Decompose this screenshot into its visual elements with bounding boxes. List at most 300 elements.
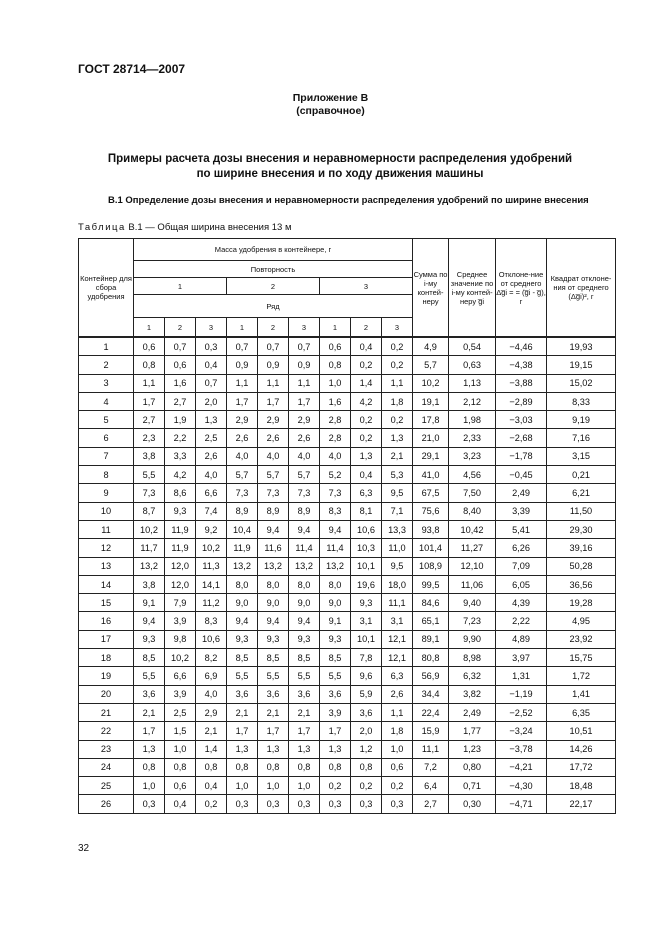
table-cell: 8,0 bbox=[289, 575, 320, 593]
col-header-mass: Масса удобрения в контейнере, г bbox=[134, 239, 413, 261]
table-cell: 2,7 bbox=[165, 392, 196, 410]
table-row bbox=[79, 612, 616, 630]
sub-row-header: 2 bbox=[258, 318, 289, 338]
table-cell: 0,3 bbox=[351, 795, 382, 813]
table-cell: 11,4 bbox=[320, 539, 351, 557]
table-cell: 14,26 bbox=[547, 740, 616, 758]
table-cell: 9,4 bbox=[289, 520, 320, 538]
table-cell: 1,41 bbox=[547, 685, 616, 703]
table-cell: 9,1 bbox=[320, 612, 351, 630]
appendix-note: (справочное) bbox=[296, 105, 365, 117]
table-cell: 7,09 bbox=[496, 557, 547, 575]
data-table bbox=[78, 238, 616, 814]
table-cell: 0,2 bbox=[320, 777, 351, 795]
table-cell: 3,9 bbox=[165, 685, 196, 703]
table-cell: 6,3 bbox=[382, 667, 413, 685]
table-cell: 2,9 bbox=[196, 703, 227, 721]
sub-row-header: 3 bbox=[289, 318, 320, 338]
table-row bbox=[79, 630, 616, 648]
table-row bbox=[79, 447, 616, 465]
table-row bbox=[79, 703, 616, 721]
section-heading: В.1 Определение дозы внесения и неравномерности распределения удобрений по ширине внесения bbox=[108, 195, 589, 206]
table-row bbox=[79, 740, 616, 758]
table-cell: 9,3 bbox=[165, 502, 196, 520]
table-cell: 19,1 bbox=[413, 392, 449, 410]
table-cell: 19,6 bbox=[351, 575, 382, 593]
sub-row-header: 1 bbox=[134, 318, 165, 338]
table-cell: 1,77 bbox=[449, 722, 496, 740]
table-cell: −3,88 bbox=[496, 374, 547, 392]
caption-text: В.1 — Общая ширина внесения 13 м bbox=[128, 222, 292, 233]
table-cell: 2,8 bbox=[320, 429, 351, 447]
table-cell: 0,8 bbox=[227, 758, 258, 776]
table-cell: 2,49 bbox=[496, 484, 547, 502]
table-cell: 6,32 bbox=[449, 667, 496, 685]
table-cell: 10,3 bbox=[351, 539, 382, 557]
table-cell: 7 bbox=[79, 447, 134, 465]
table-cell: 14,1 bbox=[196, 575, 227, 593]
table-cell: 0,3 bbox=[320, 795, 351, 813]
table-cell: −1,19 bbox=[496, 685, 547, 703]
table-cell: 0,7 bbox=[196, 374, 227, 392]
table-cell: 7,2 bbox=[413, 758, 449, 776]
table-cell: 1,1 bbox=[134, 374, 165, 392]
table-cell: 1,7 bbox=[227, 392, 258, 410]
table-cell: 1,1 bbox=[227, 374, 258, 392]
table-cell: 1,3 bbox=[382, 429, 413, 447]
table-cell: 1,3 bbox=[134, 740, 165, 758]
table-cell: 84,6 bbox=[413, 594, 449, 612]
table-cell: 2,6 bbox=[382, 685, 413, 703]
table-cell: 41,0 bbox=[413, 466, 449, 484]
table-cell: 4,0 bbox=[196, 685, 227, 703]
repeat-3: 3 bbox=[320, 278, 413, 295]
table-cell: 9,0 bbox=[320, 594, 351, 612]
table-cell: 3,9 bbox=[165, 612, 196, 630]
table-cell: 15,9 bbox=[413, 722, 449, 740]
table-cell: 7,50 bbox=[449, 484, 496, 502]
table-cell: 1,3 bbox=[289, 740, 320, 758]
table-cell: 5,7 bbox=[258, 466, 289, 484]
table-cell: 0,80 bbox=[449, 758, 496, 776]
table-cell: 24 bbox=[79, 758, 134, 776]
table-cell: 2,33 bbox=[449, 429, 496, 447]
table-cell: 0,2 bbox=[382, 356, 413, 374]
table-row bbox=[79, 520, 616, 538]
table-cell: 0,2 bbox=[351, 411, 382, 429]
table-cell: −4,21 bbox=[496, 758, 547, 776]
table-cell: 0,2 bbox=[382, 411, 413, 429]
table-cell: 5,5 bbox=[227, 667, 258, 685]
table-cell: 1,4 bbox=[351, 374, 382, 392]
table-cell: 9,3 bbox=[258, 630, 289, 648]
table-cell: 1,8 bbox=[382, 722, 413, 740]
table-cell: 7,8 bbox=[351, 649, 382, 667]
caption-prefix: Таблица bbox=[78, 222, 126, 233]
table-cell: 4,0 bbox=[196, 466, 227, 484]
repeat-2: 2 bbox=[227, 278, 320, 295]
table-cell: 11,6 bbox=[258, 539, 289, 557]
sub-row-header: 2 bbox=[351, 318, 382, 338]
table-cell: 16 bbox=[79, 612, 134, 630]
table-cell: 9,3 bbox=[320, 630, 351, 648]
table-cell: 3,6 bbox=[134, 685, 165, 703]
table-cell: 9,3 bbox=[134, 630, 165, 648]
col-header-square: Квадрат отклоне-ния от среднего (Δg̅i)², г bbox=[547, 239, 616, 338]
table-cell: 11,1 bbox=[382, 594, 413, 612]
table-cell: 0,7 bbox=[227, 337, 258, 356]
table-cell: 6,6 bbox=[165, 667, 196, 685]
table-cell: 5,5 bbox=[320, 667, 351, 685]
table-cell: 3,6 bbox=[320, 685, 351, 703]
repeat-1: 1 bbox=[134, 278, 227, 295]
col-header-container: Контейнер для сбора удобрения bbox=[79, 239, 134, 338]
table-cell: 8,5 bbox=[227, 649, 258, 667]
table-cell: 3 bbox=[79, 374, 134, 392]
table-cell: 3,6 bbox=[227, 685, 258, 703]
table-cell: 10,4 bbox=[227, 520, 258, 538]
table-cell: 1,0 bbox=[320, 374, 351, 392]
table-cell: 3,9 bbox=[320, 703, 351, 721]
table-cell: 14 bbox=[79, 575, 134, 593]
table-cell: 101,4 bbox=[413, 539, 449, 557]
table-cell: 8,1 bbox=[351, 502, 382, 520]
table-cell: 15,75 bbox=[547, 649, 616, 667]
table-cell: −4,46 bbox=[496, 337, 547, 356]
table-cell: 23 bbox=[79, 740, 134, 758]
table-cell: 0,8 bbox=[134, 758, 165, 776]
table-cell: −4,30 bbox=[496, 777, 547, 795]
table-cell: 3,3 bbox=[165, 447, 196, 465]
table-row bbox=[79, 429, 616, 447]
table-cell: 1,3 bbox=[227, 740, 258, 758]
table-cell: 5,3 bbox=[382, 466, 413, 484]
table-cell: 1,0 bbox=[289, 777, 320, 795]
table-cell: 0,6 bbox=[382, 758, 413, 776]
table-cell: 8,0 bbox=[227, 575, 258, 593]
table-cell: 4,2 bbox=[165, 466, 196, 484]
table-cell: 0,3 bbox=[227, 795, 258, 813]
table-row bbox=[79, 777, 616, 795]
table-cell: 8,98 bbox=[449, 649, 496, 667]
table-cell: 2,2 bbox=[165, 429, 196, 447]
table-cell: 0,4 bbox=[351, 337, 382, 356]
table-cell: 2,6 bbox=[289, 429, 320, 447]
table-cell: 8,6 bbox=[165, 484, 196, 502]
table-cell: 4,0 bbox=[289, 447, 320, 465]
table-cell: 8,3 bbox=[196, 612, 227, 630]
table-cell: 1,3 bbox=[196, 411, 227, 429]
table-cell: −2,89 bbox=[496, 392, 547, 410]
table-cell: 22 bbox=[79, 722, 134, 740]
table-cell: 0,9 bbox=[227, 356, 258, 374]
table-cell: 18,0 bbox=[382, 575, 413, 593]
table-cell: 29,30 bbox=[547, 520, 616, 538]
table-cell: 39,16 bbox=[547, 539, 616, 557]
table-cell: 1 bbox=[79, 337, 134, 356]
table-cell: 8,7 bbox=[134, 502, 165, 520]
table-cell: 12,0 bbox=[165, 575, 196, 593]
sub-row-header: 3 bbox=[382, 318, 413, 338]
table-cell: 19,15 bbox=[547, 356, 616, 374]
table-cell: 7,23 bbox=[449, 612, 496, 630]
table-cell: 0,2 bbox=[382, 777, 413, 795]
table-cell: 7,3 bbox=[227, 484, 258, 502]
table-cell: 17,72 bbox=[547, 758, 616, 776]
table-cell: 12,1 bbox=[382, 649, 413, 667]
table-cell: 4,89 bbox=[496, 630, 547, 648]
table-cell: 8,5 bbox=[320, 649, 351, 667]
table-cell: 8,5 bbox=[134, 649, 165, 667]
table-cell: 6,35 bbox=[547, 703, 616, 721]
table-row bbox=[79, 411, 616, 429]
table-cell: 10,2 bbox=[196, 539, 227, 557]
table-cell: 65,1 bbox=[413, 612, 449, 630]
table-cell: 8,3 bbox=[320, 502, 351, 520]
table-cell: 1,23 bbox=[449, 740, 496, 758]
table-cell: 13 bbox=[79, 557, 134, 575]
table-cell: 1,7 bbox=[320, 722, 351, 740]
table-cell: 10,51 bbox=[547, 722, 616, 740]
table-cell: 4,56 bbox=[449, 466, 496, 484]
document-header: ГОСТ 28714—2007 bbox=[78, 62, 186, 76]
table-cell: 4,0 bbox=[320, 447, 351, 465]
table-cell: 0,2 bbox=[351, 356, 382, 374]
table-cell: 1,0 bbox=[134, 777, 165, 795]
table-cell: 10 bbox=[79, 502, 134, 520]
table-cell: 1,7 bbox=[289, 722, 320, 740]
table-cell: 1,6 bbox=[165, 374, 196, 392]
table-cell: 3,97 bbox=[496, 649, 547, 667]
table-cell: 36,56 bbox=[547, 575, 616, 593]
table-cell: 5,7 bbox=[413, 356, 449, 374]
table-row bbox=[79, 722, 616, 740]
sub-row-header: 1 bbox=[227, 318, 258, 338]
table-cell: 22,4 bbox=[413, 703, 449, 721]
table-cell: 9,3 bbox=[227, 630, 258, 648]
col-header-deviation: Отклоне-ние от среднего Δg̅i = = (g̅i - g̅), г bbox=[496, 239, 547, 338]
table-cell: 34,4 bbox=[413, 685, 449, 703]
table-cell: 2 bbox=[79, 356, 134, 374]
table-cell: 1,6 bbox=[320, 392, 351, 410]
table-cell: 2,1 bbox=[134, 703, 165, 721]
table-cell: 11,1 bbox=[413, 740, 449, 758]
table-cell: 2,7 bbox=[413, 795, 449, 813]
table-cell: 2,1 bbox=[258, 703, 289, 721]
table-cell: 6,21 bbox=[547, 484, 616, 502]
table-cell: 2,1 bbox=[382, 447, 413, 465]
table-cell: 18 bbox=[79, 649, 134, 667]
table-cell: 6,9 bbox=[196, 667, 227, 685]
table-cell: 0,2 bbox=[382, 337, 413, 356]
table-cell: 9,0 bbox=[289, 594, 320, 612]
table-cell: 1,7 bbox=[134, 392, 165, 410]
table-cell: 11 bbox=[79, 520, 134, 538]
table-row bbox=[79, 575, 616, 593]
table-cell: 7,3 bbox=[320, 484, 351, 502]
table-cell: 6,26 bbox=[496, 539, 547, 557]
table-row bbox=[79, 356, 616, 374]
table-cell: 2,22 bbox=[496, 612, 547, 630]
table-cell: 0,63 bbox=[449, 356, 496, 374]
table-cell: 2,9 bbox=[289, 411, 320, 429]
table-cell: 8,5 bbox=[289, 649, 320, 667]
table-cell: 10,1 bbox=[351, 630, 382, 648]
table-cell: 93,8 bbox=[413, 520, 449, 538]
table-caption bbox=[78, 222, 292, 233]
table-cell: 0,8 bbox=[320, 356, 351, 374]
table-cell: 8,40 bbox=[449, 502, 496, 520]
table-cell: 10,2 bbox=[134, 520, 165, 538]
table-row bbox=[79, 502, 616, 520]
table-cell: 1,8 bbox=[382, 392, 413, 410]
table-cell: 5,41 bbox=[496, 520, 547, 538]
table-cell: 108,9 bbox=[413, 557, 449, 575]
table-cell: 4,2 bbox=[351, 392, 382, 410]
table-cell: 80,8 bbox=[413, 649, 449, 667]
table-cell: 23,92 bbox=[547, 630, 616, 648]
table-cell: 5,5 bbox=[134, 466, 165, 484]
table-cell: −3,03 bbox=[496, 411, 547, 429]
table-cell: 0,7 bbox=[289, 337, 320, 356]
table-cell: 5,2 bbox=[320, 466, 351, 484]
table-row bbox=[79, 374, 616, 392]
table-cell: 0,3 bbox=[289, 795, 320, 813]
table-cell: 1,1 bbox=[382, 374, 413, 392]
table-cell: 0,2 bbox=[351, 777, 382, 795]
table-cell: 11,9 bbox=[227, 539, 258, 557]
table-cell: 3,23 bbox=[449, 447, 496, 465]
table-cell: 6,6 bbox=[196, 484, 227, 502]
table-cell: 1,13 bbox=[449, 374, 496, 392]
sub-row-header: 3 bbox=[196, 318, 227, 338]
table-cell: 67,5 bbox=[413, 484, 449, 502]
table-cell: 2,7 bbox=[134, 411, 165, 429]
table-cell: 4,9 bbox=[413, 337, 449, 356]
table-cell: 19,93 bbox=[547, 337, 616, 356]
table-row bbox=[79, 758, 616, 776]
table-cell: 2,6 bbox=[227, 429, 258, 447]
table-cell: 2,5 bbox=[165, 703, 196, 721]
table-cell: 0,71 bbox=[449, 777, 496, 795]
table-cell: 7,9 bbox=[165, 594, 196, 612]
table-cell: 8,0 bbox=[258, 575, 289, 593]
table-row bbox=[79, 795, 616, 813]
table-cell: 9,4 bbox=[258, 520, 289, 538]
table-cell: 13,3 bbox=[382, 520, 413, 538]
table-cell: 1,2 bbox=[351, 740, 382, 758]
table-row bbox=[79, 685, 616, 703]
table-cell: 19 bbox=[79, 667, 134, 685]
table-cell: 5 bbox=[79, 411, 134, 429]
table-cell: 8,0 bbox=[320, 575, 351, 593]
table-cell: 0,8 bbox=[320, 758, 351, 776]
table-cell: −3,24 bbox=[496, 722, 547, 740]
table-cell: 3,15 bbox=[547, 447, 616, 465]
table-cell: 0,2 bbox=[351, 429, 382, 447]
table-cell: 6,3 bbox=[351, 484, 382, 502]
table-cell: 99,5 bbox=[413, 575, 449, 593]
table-cell: 1,98 bbox=[449, 411, 496, 429]
table-cell: 10,2 bbox=[413, 374, 449, 392]
table-cell: 2,0 bbox=[196, 392, 227, 410]
table-cell: 5,7 bbox=[227, 466, 258, 484]
table-cell: 21,0 bbox=[413, 429, 449, 447]
table-cell: 9,90 bbox=[449, 630, 496, 648]
table-cell: 1,7 bbox=[134, 722, 165, 740]
table-cell: 2,9 bbox=[227, 411, 258, 429]
table-cell: 9,3 bbox=[289, 630, 320, 648]
table-cell: 0,8 bbox=[351, 758, 382, 776]
table-cell: 11,3 bbox=[196, 557, 227, 575]
table-row bbox=[79, 667, 616, 685]
table-cell: −2,68 bbox=[496, 429, 547, 447]
table-cell: 9,4 bbox=[289, 612, 320, 630]
table-cell: 0,4 bbox=[196, 777, 227, 795]
table-cell: 5,5 bbox=[134, 667, 165, 685]
table-cell: 11,27 bbox=[449, 539, 496, 557]
table-cell: 5,5 bbox=[258, 667, 289, 685]
table-cell: 9,6 bbox=[351, 667, 382, 685]
table-cell: 29,1 bbox=[413, 447, 449, 465]
page-number: 32 bbox=[78, 843, 90, 854]
table-cell: 19,28 bbox=[547, 594, 616, 612]
page-title bbox=[60, 152, 620, 182]
table-cell: 0,4 bbox=[165, 795, 196, 813]
table-cell: 11,2 bbox=[196, 594, 227, 612]
table-cell: 0,3 bbox=[196, 337, 227, 356]
table-cell: 5,5 bbox=[289, 667, 320, 685]
table-cell: 21 bbox=[79, 703, 134, 721]
sub-row-header: 1 bbox=[320, 318, 351, 338]
table-cell: −4,71 bbox=[496, 795, 547, 813]
table-row bbox=[79, 649, 616, 667]
table-cell: 11,50 bbox=[547, 502, 616, 520]
table-cell: 0,4 bbox=[351, 466, 382, 484]
table-cell: 2,6 bbox=[258, 429, 289, 447]
table-cell: 3,82 bbox=[449, 685, 496, 703]
table-row bbox=[79, 337, 616, 356]
table-cell: 9,40 bbox=[449, 594, 496, 612]
table-cell: 13,2 bbox=[227, 557, 258, 575]
table-cell: 8,5 bbox=[258, 649, 289, 667]
table-row bbox=[79, 557, 616, 575]
table-cell: 2,1 bbox=[196, 722, 227, 740]
col-header-sum: Сумма по i-му контей-неру bbox=[413, 239, 449, 338]
table-cell: 15 bbox=[79, 594, 134, 612]
table-cell: 9,4 bbox=[227, 612, 258, 630]
table-cell: 2,3 bbox=[134, 429, 165, 447]
table-cell: 0,9 bbox=[258, 356, 289, 374]
table-cell: 1,0 bbox=[382, 740, 413, 758]
table-cell: 7,3 bbox=[289, 484, 320, 502]
table-cell: 13,2 bbox=[320, 557, 351, 575]
table-cell: 4,0 bbox=[227, 447, 258, 465]
table-cell: 0,3 bbox=[258, 795, 289, 813]
table-cell: 1,1 bbox=[289, 374, 320, 392]
table-cell: 6,4 bbox=[413, 777, 449, 795]
table-cell: 13,2 bbox=[258, 557, 289, 575]
table-row bbox=[79, 594, 616, 612]
table-cell: 3,6 bbox=[351, 703, 382, 721]
table-cell: 2,8 bbox=[320, 411, 351, 429]
table-cell: 9,4 bbox=[258, 612, 289, 630]
table-cell: 2,0 bbox=[351, 722, 382, 740]
table-cell: 0,8 bbox=[165, 758, 196, 776]
table-row bbox=[79, 392, 616, 410]
table-cell: 25 bbox=[79, 777, 134, 795]
table-cell: 4,39 bbox=[496, 594, 547, 612]
